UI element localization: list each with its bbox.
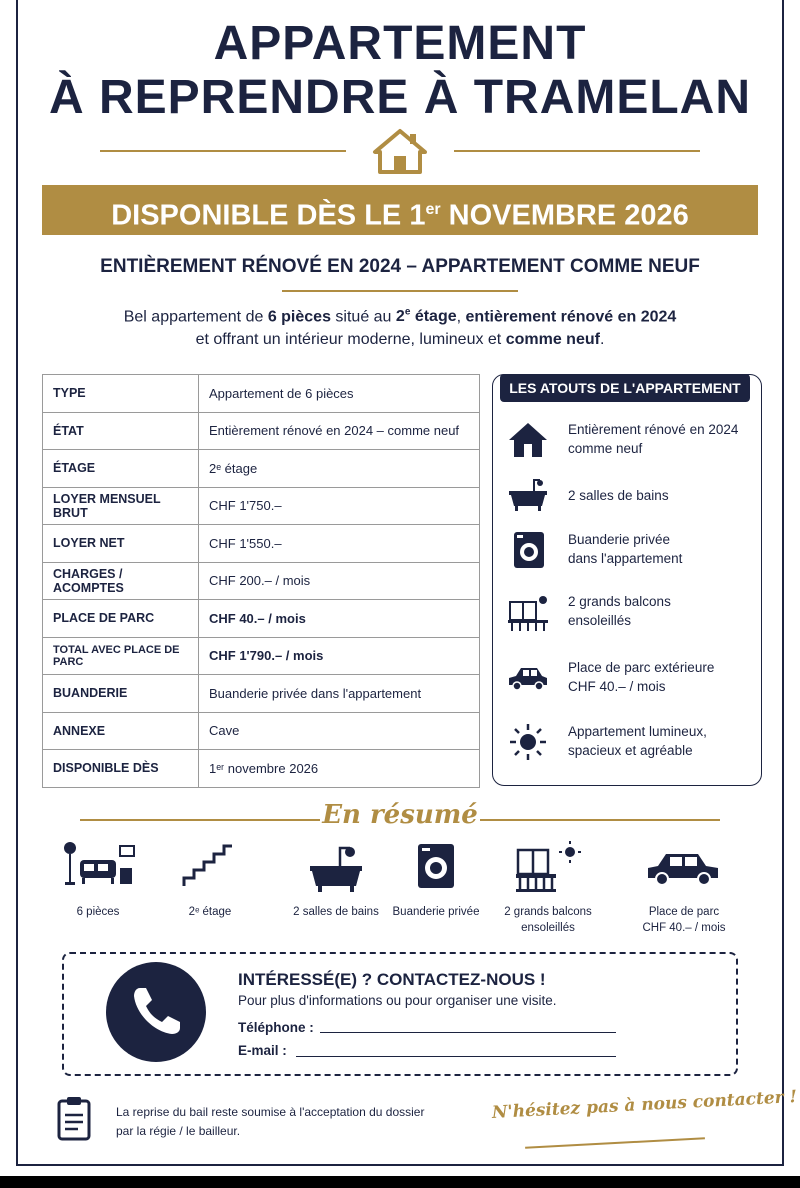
summary-item: 2 salles de bains — [266, 838, 406, 894]
table-row — [43, 600, 480, 638]
table-row — [43, 750, 480, 788]
spec-value: 2ᵉ étage — [199, 450, 480, 488]
spec-value: CHF 200.– / mois — [199, 562, 480, 600]
spec-value: CHF 1'550.– — [199, 525, 480, 563]
spec-value: CHF 40.– / mois — [199, 600, 480, 638]
gold-divider-right — [454, 150, 700, 152]
spec-key: LOYER MENSUEL BRUT — [43, 487, 199, 525]
spec-value: Appartement de 6 pièces — [199, 375, 480, 413]
table-row — [43, 562, 480, 600]
asset-item: Buanderie privée dans l'appartement — [500, 530, 760, 580]
gold-divider-left — [100, 150, 346, 152]
summary-item: 6 pièces — [28, 838, 168, 894]
intro-line2: et offrant un intérieur moderne, lumineux et comme neuf. — [195, 331, 605, 348]
washing-machine-icon — [396, 838, 476, 894]
spec-key: CHARGES / ACOMPTES — [43, 562, 199, 600]
bathtub-icon — [296, 838, 376, 894]
intro-line1: Bel appartement de 6 pièces situé au 2e étage, entièrement rénové en 2024 — [123, 307, 677, 326]
table-row — [43, 525, 480, 563]
specs-table — [42, 374, 480, 788]
contact-title: INTÉRESSÉ(E) ? CONTACTEZ-NOUS ! — [238, 970, 546, 989]
spec-key: DISPONIBLE DÈS — [43, 750, 199, 788]
page-title-line1: APPARTEMENT — [213, 17, 587, 70]
stairs-icon — [170, 838, 250, 894]
asset-item: 2 salles de bains — [500, 474, 760, 524]
table-row — [43, 487, 480, 525]
summary-item: 2 grands balcons ensoleillés — [478, 838, 618, 894]
spec-value: CHF 1'750.– — [199, 487, 480, 525]
living-room-icon — [58, 838, 138, 894]
summary-item: 2ᵉ étage — [140, 838, 280, 894]
asset-item: Entièrement rénové en 2024 comme neuf — [500, 420, 760, 470]
bottom-bar — [0, 1176, 800, 1188]
house-icon — [506, 420, 550, 460]
car-icon — [644, 838, 724, 894]
phone-field[interactable] — [320, 1032, 616, 1033]
email-field[interactable] — [296, 1056, 616, 1057]
assets-title: LES ATOUTS DE L'APPARTEMENT — [500, 374, 750, 402]
table-row — [43, 637, 480, 675]
spec-value: Entièrement rénové en 2024 – comme neuf — [199, 412, 480, 450]
subtitle: ENTIÈREMENT RÉNOVÉ EN 2024 – APPARTEMENT COMME NEUF — [100, 256, 700, 277]
asset-item: Appartement lumineux, spacieux et agréable — [500, 722, 760, 772]
spec-key: ÉTAT — [43, 412, 199, 450]
spec-key: TYPE — [43, 375, 199, 413]
table-row — [43, 450, 480, 488]
spec-key: BUANDERIE — [43, 675, 199, 713]
spec-key: ANNEXE — [43, 712, 199, 750]
phone-icon — [106, 962, 206, 1062]
spec-value: 1ᵉʳ novembre 2026 — [199, 750, 480, 788]
clipboard-icon — [56, 1095, 92, 1141]
washing-machine-icon — [506, 530, 550, 570]
spec-key: TOTAL AVEC PLACE DE PARC — [43, 637, 199, 675]
phone-label: Téléphone : — [238, 1020, 314, 1035]
asset-item: Place de parc extérieure CHF 40.– / mois — [500, 658, 760, 708]
spec-value: Cave — [199, 712, 480, 750]
spec-value: Buanderie privée dans l'appartement — [199, 675, 480, 713]
table-row — [43, 375, 480, 413]
table-row — [43, 412, 480, 450]
summary-item: Place de parc CHF 40.– / mois — [614, 838, 754, 894]
spec-key: PLACE DE PARC — [43, 600, 199, 638]
bathtub-icon — [506, 474, 550, 514]
sun-icon — [506, 722, 550, 762]
lease-note: La reprise du bail reste soumise à l'acceptation du dossier par la régie / le bailleur. — [116, 1105, 425, 1138]
car-icon — [506, 658, 550, 698]
call-to-action: N'hésitez pas à nous contacter ! — [491, 1087, 798, 1123]
balcony-sun-icon — [506, 592, 550, 632]
table-row — [43, 712, 480, 750]
spec-value: CHF 1'790.– / mois — [199, 637, 480, 675]
email-label: E-mail : — [238, 1043, 287, 1058]
availability-banner: DISPONIBLE DÈS LE 1er NOVEMBRE 2026 — [42, 185, 758, 235]
table-row — [43, 675, 480, 713]
subtitle-underline — [282, 290, 518, 292]
contact-text: Pour plus d'informations ou pour organiser une visite. — [238, 993, 557, 1008]
page-title-line2: À REPRENDRE À TRAMELAN — [48, 71, 751, 124]
summary-title: En résumé — [322, 800, 478, 830]
spec-key: LOYER NET — [43, 525, 199, 563]
asset-item: 2 grands balcons ensoleillés — [500, 592, 760, 642]
balcony-sun-icon — [508, 838, 588, 894]
spec-key: ÉTAGE — [43, 450, 199, 488]
house-icon — [372, 128, 428, 174]
summary-item: Buanderie privée — [366, 838, 506, 894]
